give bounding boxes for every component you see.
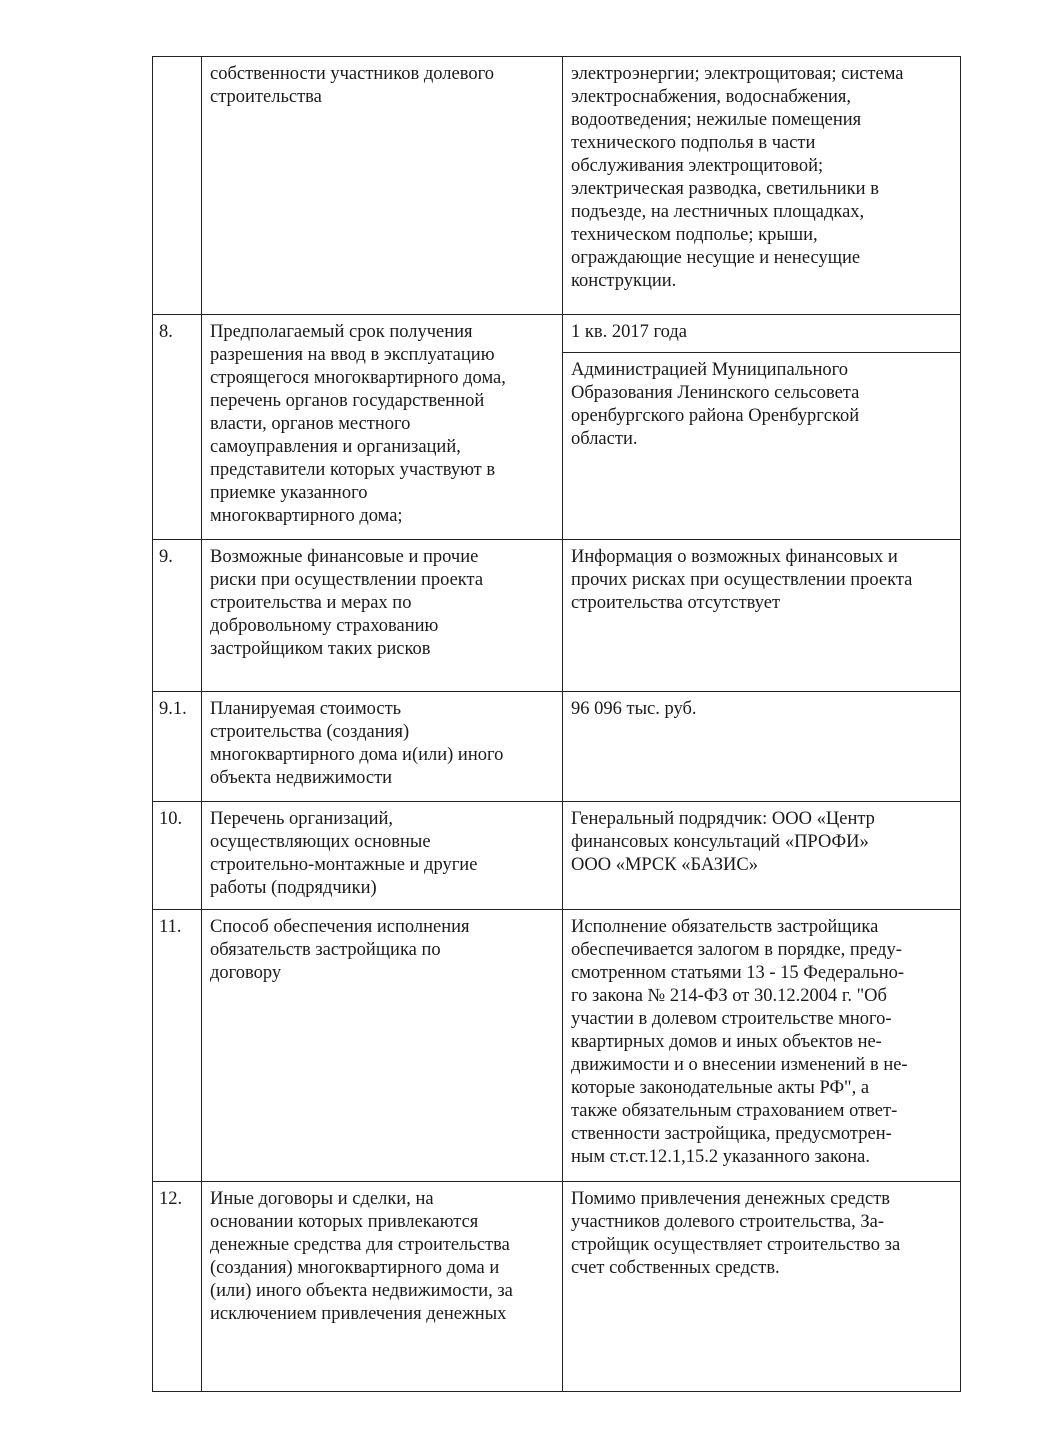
table-row bbox=[153, 540, 961, 692]
row-number: 10. bbox=[153, 802, 202, 910]
description-text: Перечень организаций, осуществляющих основные строительно-монтажные и другие работы (подрядчики) bbox=[210, 809, 478, 898]
row-description bbox=[202, 692, 563, 802]
description-text: Иные договоры и сделки, на основании которых привлекаются денежные средства для строительства (создания) многоквартирного дома и (или) иного объекта недвижимости, за исключением привлечения денежных bbox=[210, 1189, 513, 1324]
row-number: 9.1. bbox=[153, 692, 202, 802]
table-row bbox=[153, 315, 961, 540]
row-value bbox=[563, 315, 961, 540]
row-value bbox=[563, 692, 961, 802]
table-row bbox=[153, 910, 961, 1182]
row-value bbox=[563, 540, 961, 692]
row-description bbox=[202, 802, 563, 910]
row-number: 8. bbox=[153, 315, 202, 540]
info-table bbox=[152, 56, 961, 1392]
description-text: Способ обеспечения исполнения обязательств застройщика по договору bbox=[210, 917, 470, 983]
row-value bbox=[563, 57, 961, 315]
table-row bbox=[153, 1182, 961, 1392]
row-number: 11. bbox=[153, 910, 202, 1182]
row-value bbox=[563, 1182, 961, 1392]
table-row bbox=[153, 692, 961, 802]
row-description bbox=[202, 315, 563, 540]
value-text: Информация о возможных финансовых и прочих рисках при осуществлении проекта строительства отсутствует bbox=[571, 547, 913, 613]
row-description bbox=[202, 540, 563, 692]
description-text: Планируемая стоимость строительства (создания) многоквартирного дома и(или) иного объекта недвижимости bbox=[210, 699, 504, 788]
row-number: 12. bbox=[153, 1182, 202, 1392]
value-text: Помимо привлечения денежных средств участников долевого строительства, За- стройщик осуществляет строительство за счет собственных средств. bbox=[571, 1189, 901, 1278]
description-text: Возможные финансовые и прочие риски при осуществлении проекта строительства и мерах по добровольному страхованию застройщиком таких рисков bbox=[210, 547, 484, 659]
description-text: собственности участников долевого строительства bbox=[210, 64, 494, 107]
row-value bbox=[563, 802, 961, 910]
row-number bbox=[153, 57, 202, 315]
date-subcell bbox=[563, 315, 960, 353]
date-text: 1 кв. 2017 года bbox=[571, 322, 687, 342]
row-value bbox=[563, 910, 961, 1182]
description-text: Предполагаемый срок получения разрешения на ввод в эксплуатацию строящегося многоквартирного дома, перечень органов государственной власти, органов местного самоуправления и организаций, представители которых участвуют в приемке указанного многоквартирного дома; bbox=[210, 322, 506, 526]
value-text: Исполнение обязательств застройщика обеспечивается залогом в порядке, преду- смотренном статьями 13 - 15 Федерально- го закона № 214-ФЗ от 30.12.2004 г. "Об участии в долевом строительстве много- квартирных домов и иных объектов не- движимости и о внесении изменений в не- которые законодательные акты РФ", а также обязательным страхованием ответ- ственности застройщика, предусмотрен- ным ст.ст.12.1,15.2 указанного закона. bbox=[571, 917, 908, 1167]
row-description bbox=[202, 57, 563, 315]
row-description bbox=[202, 910, 563, 1182]
table-row bbox=[153, 802, 961, 910]
value-text: Генеральный подрядчик: ООО «Центр финансовых консультаций «ПРОФИ» ООО «МРСК «БАЗИС» bbox=[571, 809, 875, 875]
value-text: 96 096 тыс. руб. bbox=[571, 699, 697, 719]
value-text: электроэнергии; электрощитовая; система электроснабжения, водоснабжения, водоотведения; нежилые помещения технического подполья в части обслуживания электрощитовой; электрическая разводка, светильники в подъезде, на лестничных площадках, техническом подполье; крыши, ограждающие несущие и ненесущие конструкции. bbox=[571, 64, 904, 291]
row-description bbox=[202, 1182, 563, 1392]
table-row bbox=[153, 57, 961, 315]
row-number: 9. bbox=[153, 540, 202, 692]
value-text: Администрацией Муниципального Образования Ленинского сельсовета оренбургского района Оренбургской области. bbox=[571, 360, 860, 449]
